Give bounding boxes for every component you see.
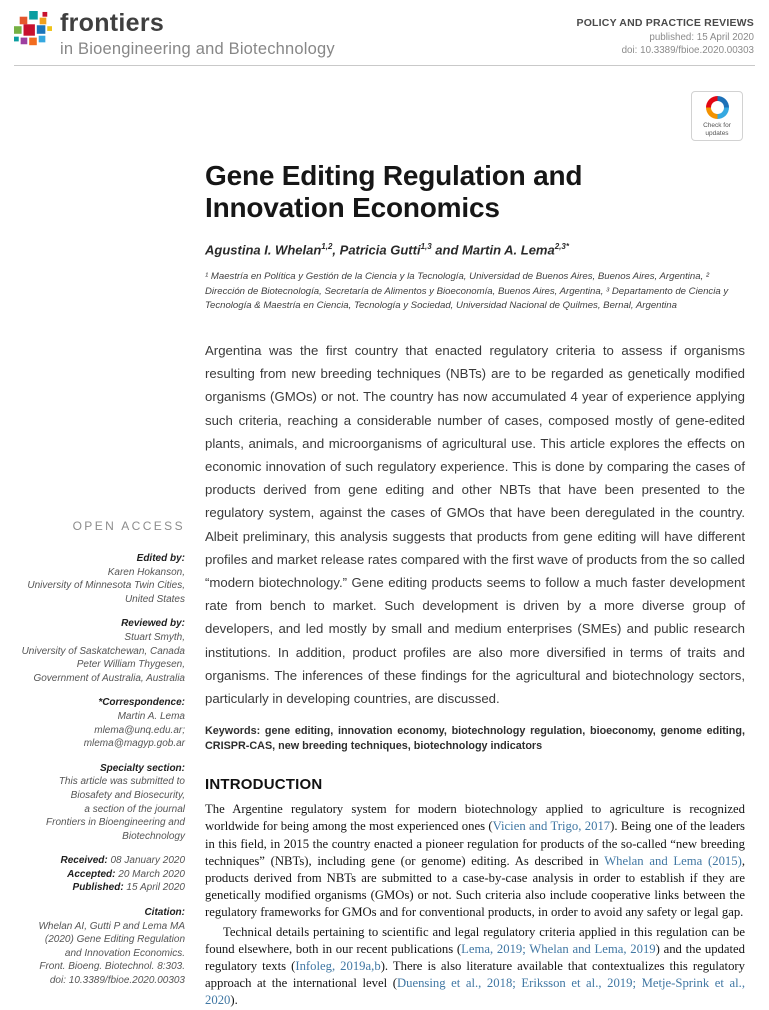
body-text: The Argentine regulatory system for modern biotechnology applied to agriculture is recognized worldwide for being among the most experienced ones (	[205, 802, 745, 834]
sidebar-line: doi: 10.3389/fbioe.2020.00303	[49, 975, 185, 987]
sidebar-date-label: Published:	[72, 882, 124, 894]
sidebar-block-label: Specialty section:	[99, 762, 185, 774]
sidebar-line: University of Minnesota Twin Cities,	[27, 580, 185, 592]
body-text: ). Being one of the leaders in this field, in 2015 the country enacted a pioneer regulation for products of the so-called “new breeding techniques” (NBTs), including gene (or genome) editing. As described in	[205, 819, 745, 868]
introduction-paragraphs	[205, 801, 745, 1009]
sidebar-line: Biosafety and Biosecurity,	[70, 789, 185, 801]
sidebar-date-entry	[14, 868, 185, 882]
authors-line	[205, 242, 745, 257]
abstract-text: Argentina was the first country that enacted regulatory criteria to assess if organisms resulting from new breeding techniques (NBTs) are to be regarded as genetically modified organisms (GMOs) or not. The country has now accumulated 4 year of experience applying such criteria, reaching a considerable number of cases, composed mostly of gene-edited plants, animals, and microorganisms of agricultural use. This article explores the effects on economic innovation of such regulatory experience. This is done by comparing the cases of products derived from gene editing and other NBTs that have been presented to the regulatory system, against the cases of GMOs that have been deregulated in the country. Albeit preliminary, this analysis suggests that products from gene editing will have different profiles and market release rates compared with the first wave of products from the so called “modern biotechnology.” Gene editing products seems to follow a much faster development rate from bench to market. Such development is driven by a more diverse group of developers, and led mostly by small and medium enterprises (SMEs) and public research institutions. In addition, product profiles are also more diversified in terms of traits and organisms. The inferences of these findings for the agricultural and biotechnology sectors, particularly in developing countries, are discussed.	[205, 342, 745, 706]
sidebar-block-label: Citation:	[144, 907, 185, 919]
keywords-line: Keywords: gene editing, innovation economy, biotechnology regulation, bioeconomy, genome editing, CRISPR-CAS, new breeding techniques, biotechnology indicators	[205, 725, 745, 753]
open-access-label: OPEN ACCESS	[72, 519, 185, 533]
frontiers-logo-icon	[14, 11, 52, 49]
article-meta-sidebar	[14, 519, 185, 999]
sidebar-line: Karen Hokanson,	[107, 566, 185, 578]
citation-link[interactable]: Infoleg, 2019a,b	[295, 959, 381, 974]
sidebar-block-label: *Correspondence:	[98, 697, 185, 709]
sidebar-line: (2020) Gene Editing Regulation	[44, 934, 185, 946]
citation-link[interactable]: Lema, 2019; Whelan and Lema, 2019	[461, 941, 656, 956]
citation-link[interactable]: Whelan and Lema (2015)	[604, 853, 742, 868]
sidebar-line: Martin A. Lema	[117, 710, 185, 722]
check-for-updates-badge[interactable]	[691, 91, 743, 141]
sidebar-block	[14, 906, 185, 988]
correspondence-email-link[interactable]: mlema@unq.edu.ar;	[94, 724, 185, 736]
sidebar-date-entry	[14, 854, 185, 868]
sidebar-line: and Innovation Economics.	[64, 947, 185, 959]
doi-text: doi: 10.3389/fbioe.2020.00303	[621, 45, 754, 56]
crossmark-icon	[706, 96, 729, 119]
author-name: Agustina I. Whelan	[205, 242, 322, 258]
citation-link[interactable]: Vicien and Trigo, 2017	[492, 819, 611, 834]
sidebar-line: a section of the journal	[84, 803, 185, 815]
sidebar-date-label: Accepted:	[67, 868, 116, 880]
sidebar-block	[14, 762, 185, 844]
sidebar-line: Frontiers in Bioengineering and	[46, 817, 185, 829]
sidebar-blocks	[14, 552, 185, 988]
body-text: , products derived from NBTs are submitted to a case-by-case analysis in order to establish if they are genetically modified organisms (GMOs) or not. Such criteria also include cooperative links between the regulatory frameworks for GMOs and for conventional products, in order to avoid any safety or legal gap.	[205, 853, 745, 920]
sidebar-line: Government of Australia, Australia	[33, 672, 185, 684]
sidebar-date-entry	[14, 881, 185, 895]
sidebar-date-value: 08 January 2020	[107, 855, 185, 867]
sidebar-block	[14, 696, 185, 750]
section-heading-introduction: INTRODUCTION	[205, 776, 323, 794]
body-text: ). There is also literature available that contextualizes this regulatory approach at the international level (	[205, 959, 745, 991]
header-divider	[14, 65, 755, 66]
sidebar-block	[14, 552, 185, 606]
sidebar-line: Front. Bioeng. Biotechnol. 8:303.	[39, 961, 185, 973]
body-text: Technical details pertaining to scientific and legal regulatory criteria applied in this regulation can be found elsewhere, both in our recent publications (	[205, 924, 745, 956]
correspondence-email-link[interactable]: mlema@magyp.gob.ar	[83, 738, 185, 750]
sidebar-line: Peter William Thygesen,	[76, 659, 185, 671]
published-date: published: 15 April 2020	[649, 31, 754, 43]
body-paragraph	[205, 924, 745, 1010]
sidebar-block	[14, 617, 185, 685]
citation-link[interactable]: Duensing et al., 2018; Eriksson et al., 2019; Metje-Sprink et al., 2020	[205, 976, 745, 1008]
sidebar-date-value: 15 April 2020	[123, 882, 185, 894]
sidebar-line: Stuart Smyth,	[124, 631, 185, 643]
author-name: , Patricia Gutti	[332, 242, 421, 258]
crossmark-label: Check for updates	[703, 122, 731, 137]
article-type-label: POLICY AND PRACTICE REVIEWS	[576, 17, 754, 29]
sidebar-line: Whelan AI, Gutti P and Lema MA	[38, 920, 185, 932]
brand-name: frontiers	[60, 9, 165, 37]
journal-name: in Bioengineering and Biotechnology	[60, 40, 335, 58]
body-text: ) and the updated regulatory texts (	[205, 941, 746, 974]
sidebar-block	[14, 854, 185, 895]
sidebar-block-label: Edited by:	[136, 553, 185, 564]
sidebar-date-label: Received:	[60, 855, 108, 867]
sidebar-date-value: 20 March 2020	[115, 868, 185, 880]
author-name: and Martin A. Lema	[431, 242, 555, 258]
author-affiliation-superscript: 1,3	[420, 242, 432, 251]
body-text: ).	[230, 993, 238, 1008]
sidebar-line: This article was submitted to	[58, 776, 185, 788]
header-meta	[576, 17, 754, 56]
sidebar-line: Biotechnology	[122, 830, 185, 842]
body-paragraph	[205, 801, 745, 921]
journal-header	[14, 11, 335, 59]
sidebar-block-label: Reviewed by:	[121, 618, 185, 630]
article-title: Gene Editing Regulation and Innovation Economics	[205, 160, 583, 223]
author-affiliation-superscript: 1,2	[321, 242, 333, 251]
sidebar-line: University of Saskatchewan, Canada	[21, 645, 185, 657]
affiliations: ¹ Maestría en Política y Gestión de la Ciencia y la Tecnología, Universidad de Buenos Aires, Buenos Aires, Argentina, ² Dirección de Biotecnología, Secretaría de Alimentos y Bioeconomía, Buenos Aires, Argentina, ³ Departamento de Ciencia y Tecnología & Maestría en Ciencia, Tecnología y Sociedad, Universidad Nacional de Quilmes, Bernal, Argentina	[205, 271, 729, 311]
sidebar-line: United States	[124, 593, 185, 605]
article-body	[205, 160, 745, 1010]
author-affiliation-superscript: 2,3*	[554, 242, 569, 251]
